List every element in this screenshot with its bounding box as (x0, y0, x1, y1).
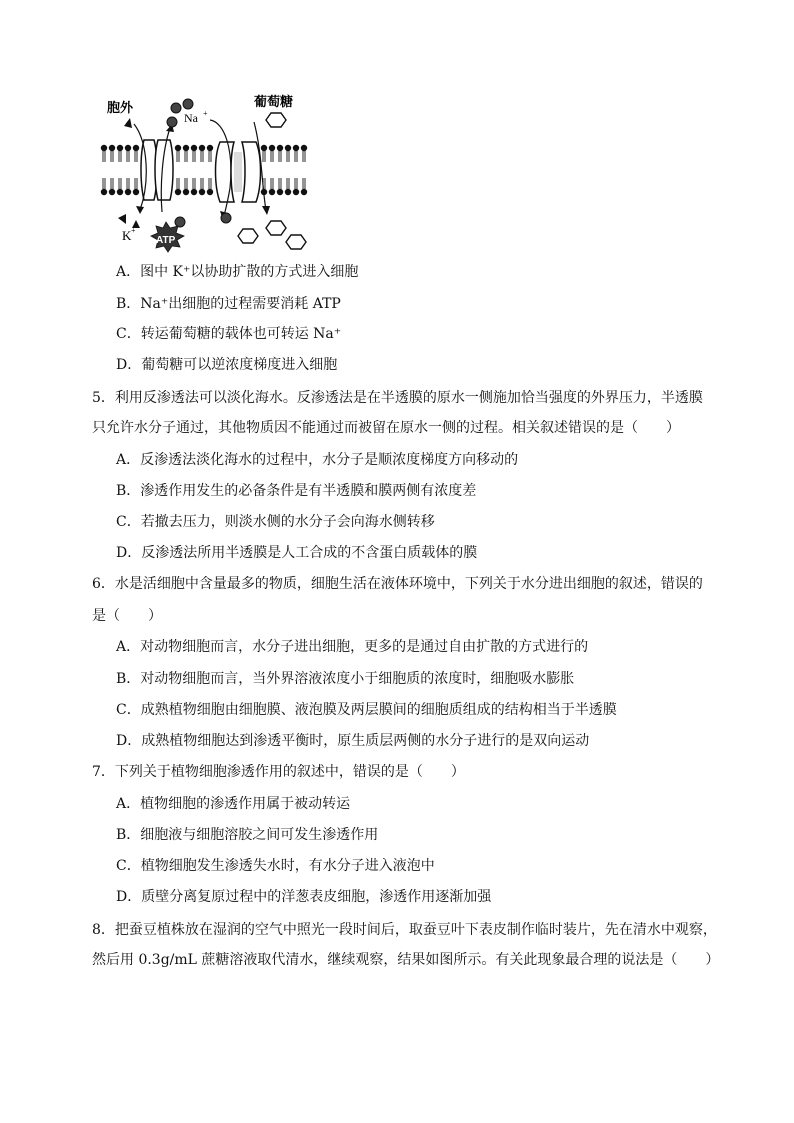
membrane-transport-figure (96, 92, 320, 256)
lipid-top-row (101, 145, 307, 162)
q5-stem-line1: 5．利用反渗透法可以淡化海水。反渗透法是在半透膜的原水一侧施加恰当强度的外界压力，半透膜 (92, 390, 703, 406)
label-outside: 胞外 (107, 101, 134, 116)
label-k-sup: + (131, 226, 136, 235)
q4-option-c: C．转运葡萄糖的载体也可转运 Na⁺ (116, 326, 342, 342)
q7-option-b: B．细胞液与细胞溶胶之间可发生渗透作用 (116, 827, 379, 843)
q5-stem-line2: 只允许水分子通过，其他物质因不能通过而被留在原水一侧的过程。相关叙述错误的是（ ） (92, 420, 680, 436)
q7-stem-line1: 7．下列关于植物细胞渗透作用的叙述中，错误的是（ ） (92, 764, 465, 780)
membrane-diagram (96, 92, 320, 256)
q6-option-b: B．对动物细胞而言，当外界溶液浓度小于细胞质的浓度时，细胞吸水膨胀 (116, 671, 575, 687)
q4-option-a: A．图中 K⁺以协助扩散的方式进入细胞 (116, 264, 359, 280)
label-k: K (122, 228, 132, 243)
label-glucose: 葡萄糖 (254, 95, 294, 110)
q4-option-b: B．Na⁺出细胞的过程需要消耗 ATP (116, 296, 341, 312)
label-atp: ATP (156, 235, 176, 246)
glucose-carrier-protein (216, 142, 261, 202)
q6-option-a: A．对动物细胞而言，水分子进出细胞，更多的是通过自由扩散的方式进行的 (116, 639, 589, 655)
q4-option-d: D．葡萄糖可以逆浓度梯度进入细胞 (116, 357, 338, 373)
k-ion-markers (118, 118, 140, 228)
lipid-bottom-row (101, 178, 307, 195)
q6-stem-line1: 6．水是活细胞中含量最多的物质，细胞生活在液体环境中，下列关于水分进出细胞的叙述，错误的 (92, 576, 703, 592)
q7-option-a: A．植物细胞的渗透作用属于被动转运 (116, 796, 351, 812)
q5-option-d: D．反渗透法所用半透膜是人工合成的不含蛋白质载体的膜 (116, 545, 478, 561)
q5-option-a: A．反渗透法淡化海水的过程中，水分子是顺浓度梯度方向移动的 (116, 452, 519, 468)
q8-stem-line1: 8．把蚕豆植株放在湿润的空气中照光一段时间后，取蚕豆叶下表皮制作临时装片，先在清水中观察， (92, 922, 717, 938)
q6-option-d: D．成熟植物细胞达到渗透平衡时，原生质层两侧的水分子进行的是双向运动 (116, 733, 590, 749)
q7-option-c: C．植物细胞发生渗透失水时，有水分子进入液泡中 (116, 858, 435, 874)
q5-option-b: B．渗透作用发生的必备条件是有半透膜和膜两侧有浓度差 (116, 483, 477, 499)
q8-stem-line2: 然后用 0.3g/mL 蔗糖溶液取代清水，继续观察，结果如图所示。有关此现象最合理的说法是（ ） (92, 952, 720, 968)
q6-stem-line2: 是（ ） (92, 608, 162, 624)
q5-option-c: C．若撤去压力，则淡水侧的水分子会向海水侧转移 (116, 514, 435, 530)
q7-option-d: D．质壁分离复原过程中的洋葱表皮细胞，渗透作用逐渐加强 (116, 889, 492, 905)
label-na-sup: + (203, 109, 208, 118)
label-na: Na (184, 111, 198, 125)
q6-option-c: C．成熟植物细胞由细胞膜、液泡膜及两层膜间的细胞质组成的结构相当于半透膜 (116, 702, 617, 718)
